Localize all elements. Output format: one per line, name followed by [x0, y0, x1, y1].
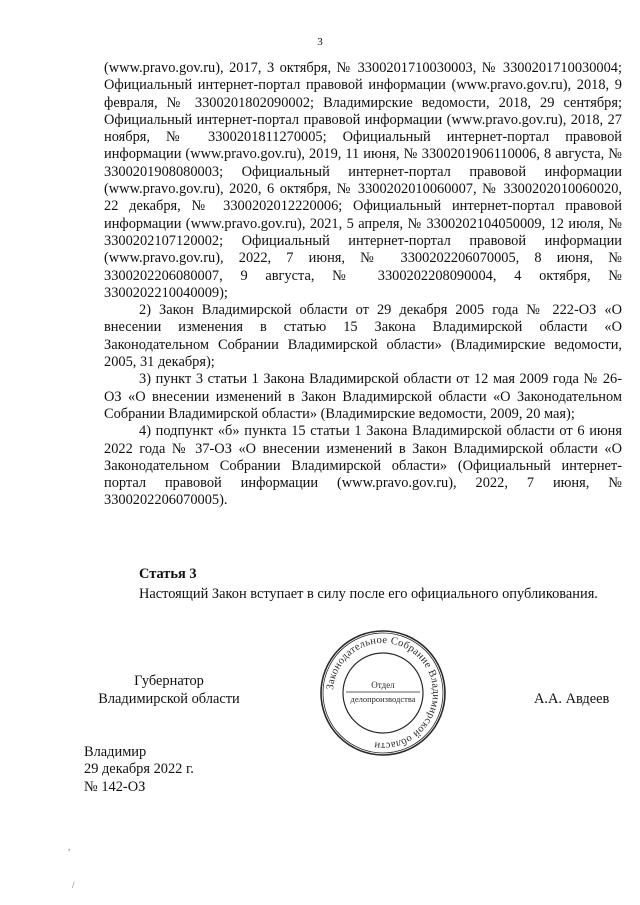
- paragraph-item-4: 4) подпункт «б» пункта 15 статьи 1 Закона Владимирской области от 6 июня 2022 года № 37-ОЗ «О внесении изменений в Закон Владимирской области «О Законодательном Собрании Владимирской области» (Официальный интернет-портал правовой информации (www.pravo.gov.ru), 2022, 7 июня, № 3300202206070005).: [104, 423, 622, 509]
- footer-date: 29 декабря 2022 г.: [84, 761, 194, 778]
- signatory-title-line-1: Губернатор: [134, 673, 204, 689]
- stamp-center-line-1: Отдел: [371, 680, 395, 690]
- article-3-heading: Статья 3: [139, 566, 197, 582]
- official-stamp: [318, 628, 448, 758]
- stamp-center-line-2: делопроизводства: [350, 694, 416, 704]
- paragraph-item-3: 3) пункт 3 статьи 1 Закона Владимирской области от 12 мая 2009 года № 26-ОЗ «О внесении изменений в Закон Владимирской области «О Законодательном Собрании Владимирской области» (Владимирские ведомости, 2009, 20 мая);: [104, 371, 622, 422]
- law-text-body: [104, 60, 622, 510]
- footer-city: Владимир: [84, 744, 147, 760]
- signatory-title: [84, 672, 254, 708]
- paragraph-item-2: 2) Закон Владимирской области от 29 декабря 2005 года № 222-ОЗ «О внесении изменения в статью 15 Закона Владимирской области «О Законодательном Собрании Владимирской области» (Владимирские ведомости, 2005, 31 декабря);: [104, 302, 622, 371]
- document-footer: [84, 744, 194, 796]
- scan-mark: ,: [68, 842, 71, 852]
- paragraph-continuation: (www.pravo.gov.ru), 2017, 3 октября, № 3300201710030003, № 3300201710030004; Официальный интернет-портал правовой информации (www.pravo.gov.ru), 2018, 9 февраля, № 3300201802090002; Владимирские ведомости, 2018, 29 сентября; Официальный интернет-портал правовой информации (www.pravo.gov.ru), 2018, 27 ноября, № 3300201811270005; Официальный интернет-портал правовой информации (www.pravo.gov.ru), 2019, 11 июня, № 3300201906110006, 8 августа, № 3300201908080003; Официальный интернет-портал правовой информации (www.pravo.gov.ru), 2020, 6 октября, № 3300202010060007, № 3300202010060020, 22 декабря, № 3300202012220006; Официальный интернет-портал правовой информации (www.pravo.gov.ru), 2021, 5 апреля, № 3300202104050009, 12 июля, № 3300202107120002; Официальный интернет-портал правовой информации (www.pravo.gov.ru), 2022, 7 июня, № 3300202206070005, 8 июня, № 3300202206080007, 9 августа, № 3300202208090004, 4 октября, № 3300202210040009);: [104, 60, 622, 301]
- scan-mark: /: [72, 880, 75, 890]
- stamp-ring-text: Законодательное Собрание Владимирской области: [325, 634, 442, 752]
- stamp-seal-icon: [318, 628, 448, 758]
- page-number: 3: [317, 36, 323, 48]
- article-3-text: Настоящий Закон вступает в силу после его официального опубликования.: [139, 586, 598, 602]
- signatory-title-line-2: Владимирской области: [98, 691, 240, 707]
- footer-law-number: № 142-ОЗ: [84, 778, 146, 795]
- signatory-name: А.А. Авдеев: [534, 691, 610, 707]
